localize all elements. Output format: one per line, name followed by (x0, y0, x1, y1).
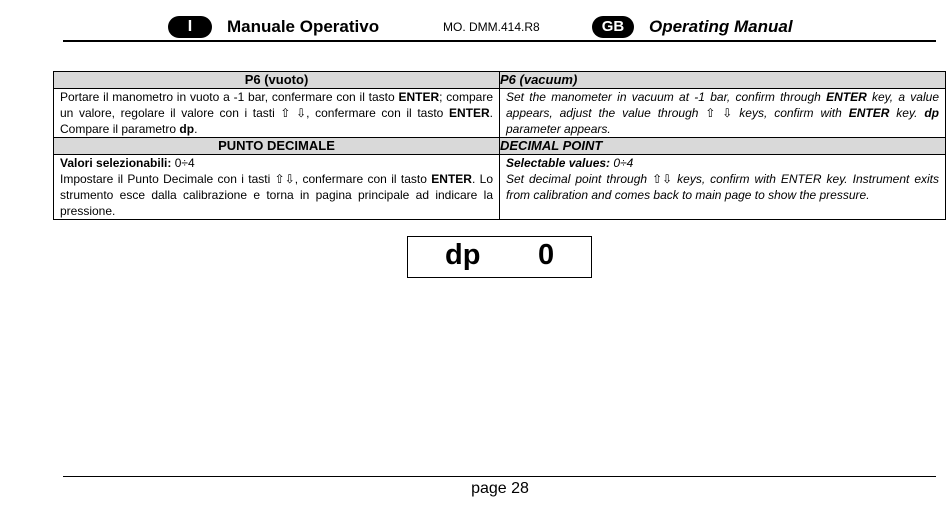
text-run: keys, confirm with (732, 106, 849, 120)
up-down-arrow-icons: ⇧⇩ (274, 172, 295, 186)
text-run: Impostare il Punto Decimale con i tasti (60, 172, 275, 186)
dp-param-ref: dp (179, 122, 195, 136)
page-header (0, 0, 950, 44)
table-row (54, 72, 946, 89)
table-row (54, 138, 946, 155)
document-code: MO. DMM.414.R8 (443, 20, 540, 34)
text-run: parameter appears. (506, 122, 611, 136)
text-run: . (194, 122, 198, 136)
english-manual-title: Operating Manual (649, 17, 793, 36)
p6-it-instructions (54, 89, 500, 138)
text-run: , confermare con il tasto (306, 106, 449, 120)
display-parameter: dp (445, 239, 481, 271)
selectable-values-label: Selectable values: (506, 156, 611, 170)
text-run: . Lo strumento esce dalla calibrazione e torna in pagina principale ad indicare la pressione. (60, 172, 494, 218)
text-run: Portare il manometro in vuoto a -1 bar, confermare con il tasto (60, 90, 399, 104)
decimal-en-heading: DECIMAL POINT (500, 138, 946, 155)
p6-it-heading: P6 (vuoto) (54, 72, 500, 89)
instruction-table (53, 71, 946, 220)
decimal-it-heading: PUNTO DECIMALE (54, 138, 500, 155)
text-run: Set decimal point through (506, 172, 653, 186)
text-run: key. (889, 106, 925, 120)
italian-manual-title: Manuale Operativo (227, 17, 380, 36)
dp-param-ref: dp (924, 106, 939, 120)
page-number: page 28 (471, 480, 529, 497)
up-down-arrow-icons: ⇧ ⇩ (280, 106, 307, 120)
up-down-arrow-icons: ⇧ ⇩ (705, 106, 733, 120)
text-run: ; compare un valore, regolare il valore con i tasti (60, 90, 493, 120)
text-run: Set the manometer in vacuum at -1 bar, confirm through (506, 90, 827, 104)
text-run: . Compare il parametro (60, 106, 493, 136)
decimal-it-instructions (54, 155, 500, 220)
text-run: keys, confirm with ENTER key. Instrument exits from calibration and comes back to main page to show the pressure. (506, 172, 939, 202)
english-language-badge: GB (592, 16, 634, 38)
p6-en-instructions (500, 89, 946, 138)
lcd-display-example (407, 236, 592, 278)
header-divider (63, 40, 936, 42)
table-row (54, 155, 946, 220)
enter-key-ref: ENTER (826, 90, 867, 104)
enter-key-ref: ENTER (848, 106, 890, 120)
text-run: , confermare con il tasto (294, 172, 432, 186)
enter-key-ref: ENTER (398, 90, 440, 104)
selectable-values-label: Valori selezionabili: (60, 156, 172, 170)
selectable-values-range: 0÷4 (171, 156, 195, 170)
table-row (54, 89, 946, 138)
decimal-en-instructions (500, 155, 946, 220)
up-down-arrow-icons: ⇧⇩ (652, 172, 673, 186)
display-value: 0 (538, 239, 555, 271)
p6-en-heading: P6 (vacuum) (500, 72, 946, 89)
enter-key-ref: ENTER (431, 172, 472, 186)
footer-divider (63, 476, 936, 477)
enter-key-ref: ENTER (448, 106, 490, 120)
italian-language-badge: I (168, 16, 212, 38)
selectable-values-range: 0÷4 (610, 156, 634, 170)
text-run: key, a value appears, adjust the value through (506, 90, 939, 120)
